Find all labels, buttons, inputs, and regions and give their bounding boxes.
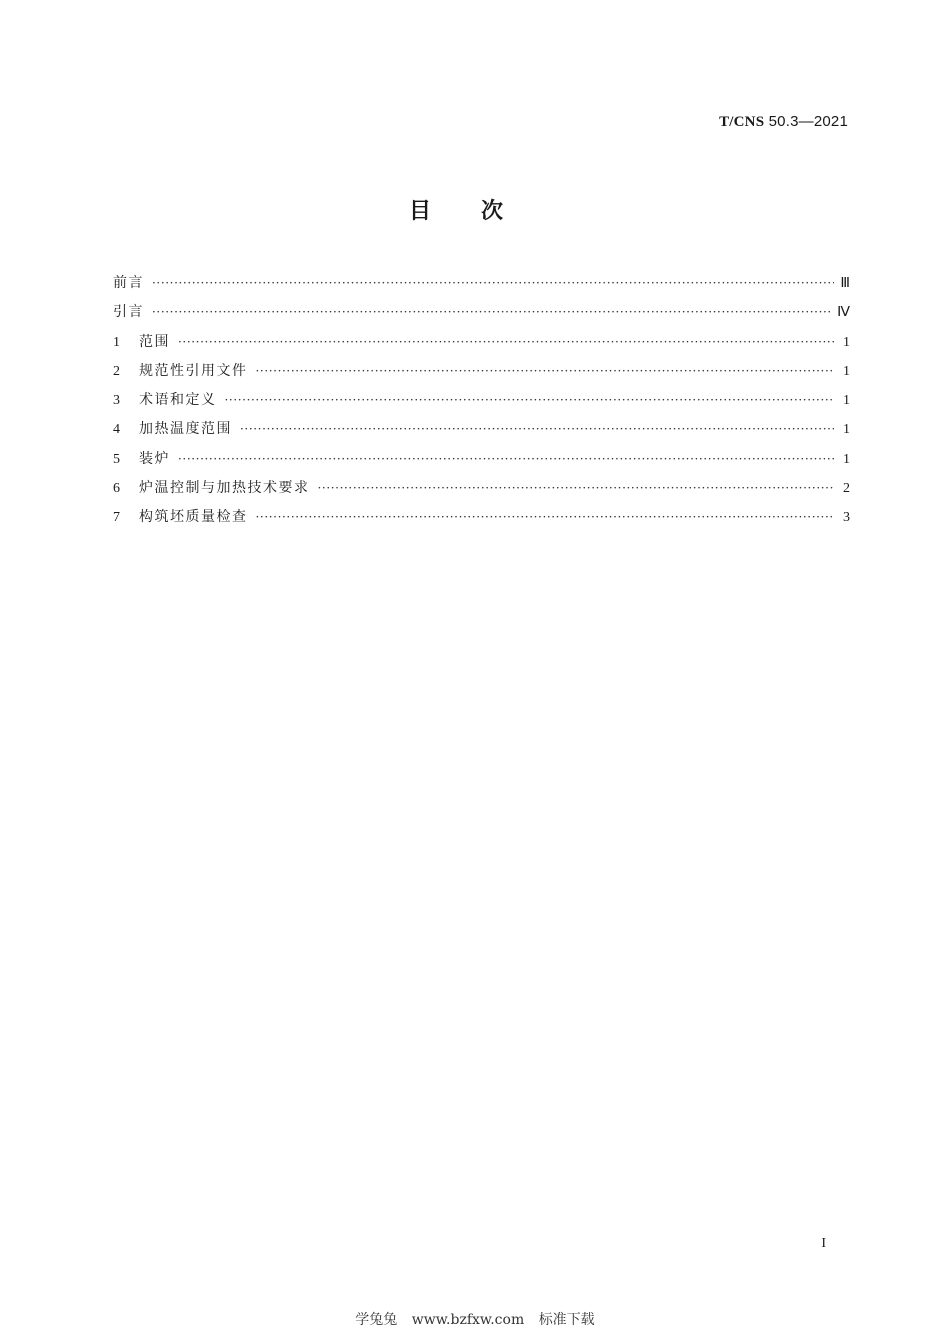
toc-entry-label: 加热温度范围 — [139, 421, 232, 438]
toc-leader-dots — [152, 305, 831, 319]
footer-url[interactable]: www.bzfxw.com — [411, 1312, 525, 1328]
toc-entry[interactable] — [113, 272, 850, 301]
standard-number: 50.3—2021 — [764, 113, 848, 130]
toc-entry-label: 范围 — [139, 333, 170, 350]
toc-entry-label: 前言 — [113, 275, 144, 291]
toc-entry[interactable] — [113, 301, 850, 330]
toc-entry-label: 术语和定义 — [139, 392, 217, 409]
toc-entry-label: 规范性引用文件 — [139, 362, 248, 379]
toc-entry-page: Ⅳ — [837, 305, 850, 321]
toc-entry-number: 1 — [113, 334, 120, 350]
toc-leader-dots — [178, 452, 834, 466]
toc-entry[interactable] — [113, 448, 850, 477]
toc-leader-dots — [318, 481, 835, 495]
toc-entry-number: 7 — [113, 510, 120, 526]
toc-leader-dots — [178, 335, 834, 349]
toc-entry-page: 1 — [843, 334, 850, 350]
toc-entry[interactable] — [113, 477, 850, 506]
standard-code — [719, 113, 848, 131]
toc-entry-label: 炉温控制与加热技术要求 — [139, 480, 310, 497]
toc-leader-dots — [152, 276, 834, 290]
toc-entry[interactable] — [113, 360, 850, 389]
toc-leader-dots — [256, 364, 835, 378]
toc-entry[interactable] — [113, 331, 850, 360]
table-of-contents — [113, 272, 850, 536]
toc-entry[interactable] — [113, 389, 850, 418]
toc-entry-label: 构筑坯质量检查 — [139, 509, 248, 526]
standard-prefix: T/CNS — [719, 114, 765, 130]
toc-entry-number: 5 — [113, 451, 120, 467]
toc-entry-label: 装炉 — [139, 450, 170, 467]
toc-entry-page: 1 — [843, 451, 850, 467]
page-title: 目次 — [408, 199, 553, 224]
toc-entry-number: 4 — [113, 422, 120, 438]
toc-entry-page: 3 — [843, 510, 850, 526]
footer-slogan: 标准下载 — [538, 1312, 595, 1328]
toc-entry-number: 6 — [113, 481, 120, 497]
toc-leader-dots — [256, 510, 835, 524]
toc-leader-dots — [240, 422, 834, 436]
toc-entry-number: 2 — [113, 363, 120, 379]
toc-leader-dots — [225, 393, 835, 407]
toc-entry-label: 引言 — [113, 304, 144, 321]
toc-entry[interactable] — [113, 506, 850, 535]
footer-site-name: 学兔兔 — [355, 1312, 398, 1328]
footer — [0, 1309, 950, 1329]
toc-entry-page: 1 — [843, 422, 850, 438]
page-number: I — [821, 1236, 826, 1251]
toc-entry-page: Ⅲ — [840, 276, 850, 291]
toc-entry[interactable] — [113, 418, 850, 447]
toc-entry-number: 3 — [113, 393, 120, 409]
toc-entry-page: 1 — [843, 393, 850, 409]
toc-entry-page: 2 — [843, 481, 850, 497]
toc-entry-page: 1 — [843, 363, 850, 379]
